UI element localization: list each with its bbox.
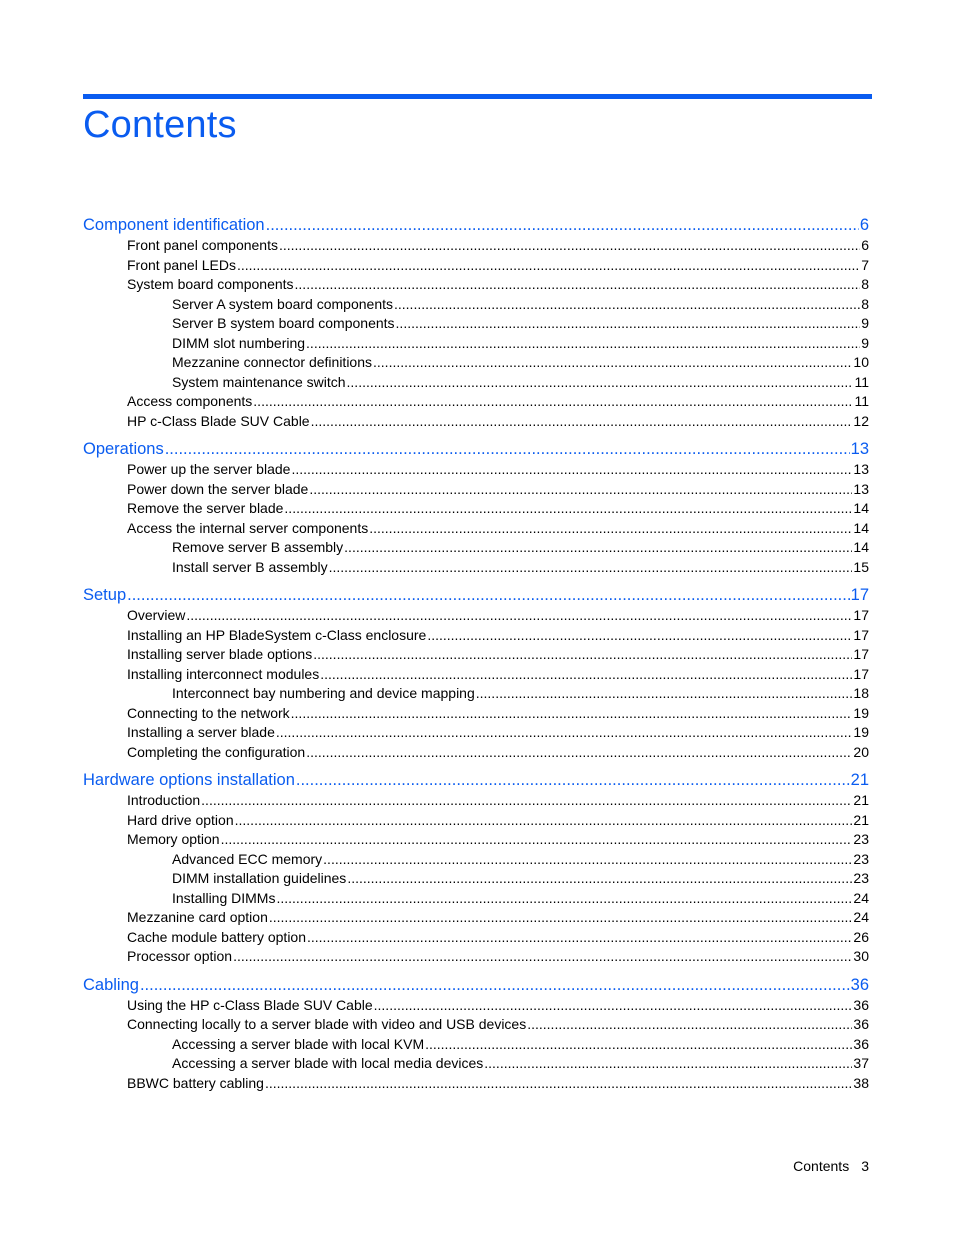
toc-entry-label: Accessing a server blade with local KVM	[172, 1035, 425, 1052]
toc-entry-level-2[interactable]	[83, 743, 869, 763]
toc-entry-level-2[interactable]	[83, 830, 869, 850]
toc-entry-page: 23	[853, 831, 869, 847]
toc-entry-level-2[interactable]	[83, 1074, 869, 1094]
toc-dot-leader	[279, 236, 860, 256]
toc-entry-label: Operations	[83, 440, 164, 458]
toc-entry-page: 19	[853, 724, 869, 740]
toc-entry-label: Cabling	[83, 975, 139, 994]
toc-entry-page: 15	[853, 558, 869, 575]
toc-entry-page: 19	[853, 704, 869, 721]
toc-entry-level-3[interactable]	[83, 334, 869, 354]
toc-dot-leader	[347, 373, 854, 393]
toc-entry-page: 6	[861, 237, 869, 253]
toc-entry-label: Connecting to the network	[127, 704, 290, 721]
toc-entry-page: 11	[854, 393, 869, 409]
toc-dot-leader	[527, 1015, 852, 1035]
toc-dot-leader	[237, 256, 860, 276]
toc-entry-page: 23	[853, 850, 869, 867]
toc-entry-page: 26	[853, 928, 869, 945]
toc-entry-label: Server B system board components	[172, 315, 395, 331]
toc-entry-label: Installing server blade options	[127, 646, 313, 662]
toc-dot-leader	[201, 791, 852, 811]
toc-dot-leader	[266, 214, 859, 236]
toc-entry-label: Power up the server blade	[127, 461, 291, 477]
toc-entry-label: Introduction	[127, 792, 201, 808]
toc-entry-label: Remove server B assembly	[172, 539, 344, 555]
toc-entry-label: Mezzanine card option	[127, 909, 268, 925]
toc-entry-level-2[interactable]	[83, 256, 869, 276]
toc-entry-label: Access components	[127, 393, 253, 409]
toc-entry-label: Install server B assembly	[172, 558, 328, 575]
toc-entry-level-3[interactable]	[83, 295, 869, 315]
toc-dot-leader	[309, 480, 852, 500]
toc-entry-level-3[interactable]	[83, 1054, 869, 1074]
toc-entry-label: System board components	[127, 276, 294, 292]
toc-dot-leader	[291, 460, 852, 480]
toc-entry-label: Server A system board components	[172, 295, 393, 312]
toc-entry-page: 14	[853, 519, 869, 536]
toc-entry-level-2[interactable]	[83, 392, 869, 412]
header-rule	[83, 94, 872, 99]
toc-dot-leader	[253, 392, 853, 412]
toc-entry-level-1[interactable]	[83, 438, 869, 460]
toc-entry-page: 17	[853, 646, 869, 662]
toc-dot-leader	[396, 314, 861, 334]
toc-entry-label: Advanced ECC memory	[172, 850, 323, 867]
toc-entry-page: 9	[861, 334, 869, 351]
toc-entry-label: Mezzanine connector definitions	[172, 354, 373, 370]
toc-entry-level-3[interactable]	[83, 314, 869, 334]
toc-entry-level-3[interactable]	[83, 869, 869, 889]
toc-entry-label: Hard drive option	[127, 811, 234, 828]
toc-dot-leader	[127, 584, 850, 606]
toc-entry-page: 36	[850, 975, 869, 994]
toc-entry-label: Installing DIMMs	[172, 889, 276, 906]
toc-entry-page: 8	[861, 276, 869, 292]
toc-dot-leader	[425, 1035, 852, 1055]
toc-entry-level-3[interactable]	[83, 538, 869, 558]
toc-entry-label: System maintenance switch	[172, 373, 346, 390]
toc-entry-page: 13	[850, 440, 869, 458]
toc-entry-level-2[interactable]	[83, 791, 869, 811]
toc-entry-level-1[interactable]	[83, 214, 869, 236]
toc-entry-level-2[interactable]	[83, 723, 869, 743]
toc-entry-label: BBWC battery cabling	[127, 1074, 264, 1091]
toc-dot-leader	[344, 538, 852, 558]
toc-entry-page: 9	[861, 315, 869, 331]
toc-dot-leader	[186, 606, 852, 626]
toc-entry-label: Memory option	[127, 831, 220, 847]
toc-entry-level-1[interactable]	[83, 974, 869, 996]
toc-entry-level-2[interactable]	[83, 236, 869, 256]
page-footer	[793, 1158, 869, 1174]
toc-dot-leader	[329, 558, 853, 578]
toc-entry-label: Access the internal server components	[127, 519, 369, 536]
toc-entry-page: 21	[853, 811, 869, 828]
toc-entry-level-2[interactable]	[83, 499, 869, 519]
footer-section: Contents	[793, 1158, 850, 1174]
toc-entry-label: Installing an HP BladeSystem c-Class enclosure	[127, 626, 427, 643]
toc-dot-leader	[476, 684, 853, 704]
toc-entry-page: 20	[853, 743, 869, 760]
toc-dot-leader	[374, 996, 853, 1016]
toc-dot-leader	[306, 334, 860, 354]
toc-dot-leader	[265, 1074, 852, 1094]
toc-entry-level-2[interactable]	[83, 606, 869, 626]
toc-dot-leader	[311, 412, 853, 432]
toc-entry-level-1[interactable]	[83, 584, 869, 606]
toc-dot-leader	[484, 1054, 852, 1074]
toc-entry-page: 13	[853, 480, 869, 497]
toc-entry-page: 30	[853, 948, 869, 964]
toc-dot-leader	[307, 928, 852, 948]
toc-entry-page: 24	[853, 909, 869, 925]
toc-dot-leader	[233, 947, 852, 967]
toc-entry-page: 7	[861, 256, 869, 273]
toc-entry-level-2[interactable]	[83, 412, 869, 432]
toc-entry-level-3[interactable]	[83, 1035, 869, 1055]
toc-entry-level-2[interactable]	[83, 908, 869, 928]
toc-entry-label: Remove the server blade	[127, 500, 284, 516]
toc-dot-leader	[320, 665, 852, 685]
toc-dot-leader	[306, 743, 852, 763]
toc-entry-page: 17	[853, 607, 869, 623]
toc-entry-label: Interconnect bay numbering and device mapping	[172, 685, 475, 701]
toc-entry-level-2[interactable]	[83, 626, 869, 646]
page-title: Contents	[83, 104, 237, 146]
toc-entry-level-2[interactable]	[83, 928, 869, 948]
toc-entry-page: 17	[853, 626, 869, 643]
toc-entry-page: 21	[850, 771, 869, 789]
toc-entry-level-3[interactable]	[83, 889, 869, 909]
toc-entry-page: 14	[853, 500, 869, 516]
toc-dot-leader	[235, 811, 853, 831]
footer-page-number: 3	[861, 1158, 869, 1174]
toc-entry-level-3[interactable]	[83, 373, 869, 393]
toc-dot-leader	[373, 353, 852, 373]
toc-entry-label: DIMM slot numbering	[172, 334, 306, 351]
toc-entry-label: Front panel components	[127, 237, 278, 253]
toc-entry-level-2[interactable]	[83, 1015, 869, 1035]
toc-dot-leader	[291, 704, 853, 724]
toc-dot-leader	[269, 908, 853, 928]
toc-entry-label: Completing the configuration	[127, 743, 306, 760]
toc-entry-page: 24	[853, 889, 869, 906]
toc-entry-level-2[interactable]	[83, 645, 869, 665]
toc-entry-level-2[interactable]	[83, 665, 869, 685]
toc-entry-label: Connecting locally to a server blade with video and USB devices	[127, 1016, 527, 1032]
toc-entry-label: HP c-Class Blade SUV Cable	[127, 412, 310, 429]
toc-dot-leader	[347, 869, 852, 889]
toc-entry-page: 37	[853, 1055, 869, 1071]
toc-dot-leader	[323, 850, 852, 870]
toc-entry-page: 6	[859, 216, 869, 234]
toc-dot-leader	[296, 769, 850, 791]
toc-dot-leader	[221, 830, 853, 850]
toc-entry-level-2[interactable]	[83, 460, 869, 480]
toc-dot-leader	[140, 974, 850, 996]
toc-entry-label: Setup	[83, 586, 127, 604]
toc-dot-leader	[427, 626, 852, 646]
toc-entry-page: 18	[853, 685, 869, 701]
toc-entry-page: 36	[853, 1035, 869, 1052]
toc-dot-leader	[313, 645, 852, 665]
toc-entry-level-2[interactable]	[83, 275, 869, 295]
toc-entry-page: 14	[853, 539, 869, 555]
toc-entry-page: 23	[853, 870, 869, 886]
toc-entry-level-2[interactable]	[83, 519, 869, 539]
toc-entry-page: 13	[853, 461, 869, 477]
toc-entry-label: Using the HP c-Class Blade SUV Cable	[127, 996, 373, 1013]
toc-entry-label: Power down the server blade	[127, 480, 309, 497]
toc-entry-page: 17	[853, 665, 869, 682]
toc-entry-level-2[interactable]	[83, 480, 869, 500]
toc-entry-page: 17	[850, 586, 869, 604]
toc-entry-page: 38	[853, 1074, 869, 1091]
toc-entry-level-2[interactable]	[83, 947, 869, 967]
toc-entry-page: 12	[853, 412, 869, 429]
toc-entry-level-1[interactable]	[83, 769, 869, 791]
toc-entry-page: 36	[853, 1016, 869, 1032]
toc-entry-level-3[interactable]	[83, 558, 869, 578]
toc-entry-page: 21	[853, 792, 869, 808]
toc-entry-label: Cache module battery option	[127, 928, 306, 945]
toc-dot-leader	[295, 275, 861, 295]
toc-entry-level-2[interactable]	[83, 811, 869, 831]
toc-entry-level-3[interactable]	[83, 353, 869, 373]
toc-entry-level-3[interactable]	[83, 684, 869, 704]
toc-entry-label: Installing interconnect modules	[127, 665, 320, 682]
toc-entry-label: Front panel LEDs	[127, 256, 236, 273]
toc-dot-leader	[369, 519, 852, 539]
toc-dot-leader	[276, 889, 852, 909]
toc-dot-leader	[284, 499, 852, 519]
toc-entry-level-3[interactable]	[83, 850, 869, 870]
toc-dot-leader	[165, 438, 850, 460]
toc-entry-page: 11	[854, 373, 869, 390]
toc-entry-label: Accessing a server blade with local media devices	[172, 1055, 484, 1071]
toc-entry-label: Installing a server blade	[127, 724, 275, 740]
toc-entry-page: 36	[853, 996, 869, 1013]
toc-entry-label: Hardware options installation	[83, 771, 295, 789]
table-of-contents	[83, 214, 869, 1093]
toc-dot-leader	[276, 723, 853, 743]
toc-entry-label: Component identification	[83, 216, 265, 234]
toc-entry-page: 10	[853, 354, 869, 370]
toc-entry-label: DIMM installation guidelines	[172, 870, 347, 886]
toc-entry-label: Overview	[127, 607, 186, 623]
toc-entry-label: Processor option	[127, 948, 233, 964]
toc-entry-level-2[interactable]	[83, 996, 869, 1016]
toc-entry-page: 8	[861, 295, 869, 312]
toc-entry-level-2[interactable]	[83, 704, 869, 724]
toc-dot-leader	[394, 295, 860, 315]
